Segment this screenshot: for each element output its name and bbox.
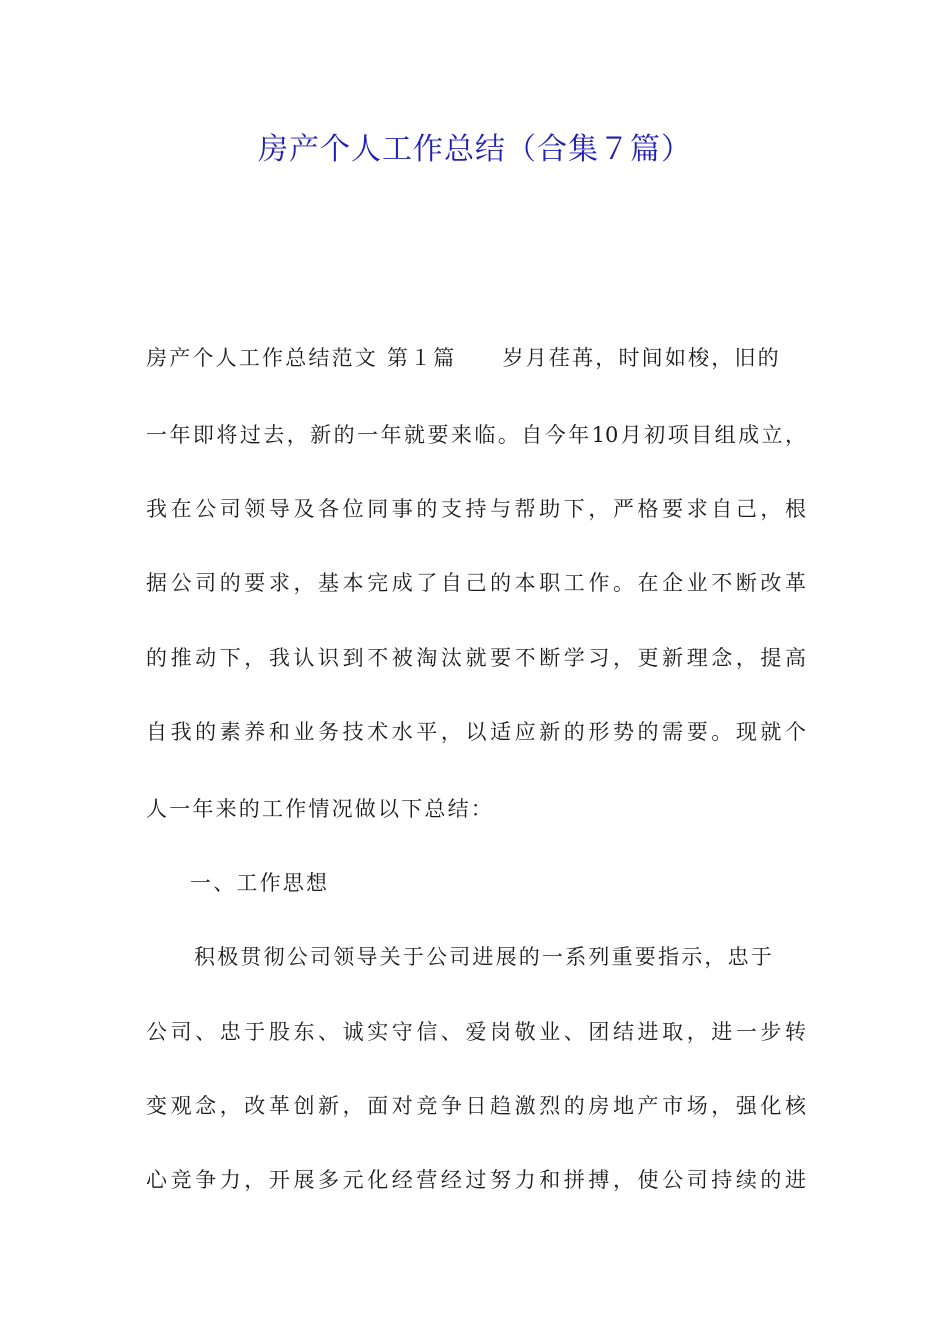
paragraph-line-6: 自我的素养和业务技术水平，以适应新的形势的需要。现就个 — [146, 720, 806, 744]
paragraph-line-11: 变观念，改革创新，面对竞争日趋激烈的房地产市场，强化核 — [146, 1094, 806, 1118]
paragraph-line-3: 我在公司领导及各位同事的支持与帮助下，严格要求自己，根 — [146, 497, 806, 521]
paragraph-line-2: 一年即将过去，新的一年就要来临。自今年10月初项目组成立， — [146, 423, 806, 447]
paragraph-text: 岁月荏苒，时间如梭，旧的 — [502, 346, 781, 370]
document-title: 房产个人工作总结（合集７篇） — [258, 132, 692, 167]
paragraph-line-5: 的推动下，我认识到不被淘汰就要不断学习，更新理念，提高 — [146, 646, 806, 670]
section-heading-label: 房产个人工作总结范文 第１篇 — [146, 346, 457, 370]
paragraph-line-1 — [146, 343, 806, 373]
paragraph-line-9: 积极贯彻公司领导关于公司进展的一系列重要指示，忠于 — [194, 945, 774, 969]
paragraph-line-10: 公司、忠于股东、诚实守信、爱岗敬业、团结进取，进一步转 — [146, 1020, 806, 1044]
section-heading: 一、工作思想 — [190, 871, 330, 895]
paragraph-line-4: 据公司的要求，基本完成了自己的本职工作。在企业不断改革 — [146, 571, 806, 595]
paragraph-line-7: 人一年来的工作情况做以下总结： — [146, 797, 494, 821]
paragraph-line-12: 心竞争力，开展多元化经营经过努力和拼搏，使公司持续的进 — [146, 1168, 806, 1192]
